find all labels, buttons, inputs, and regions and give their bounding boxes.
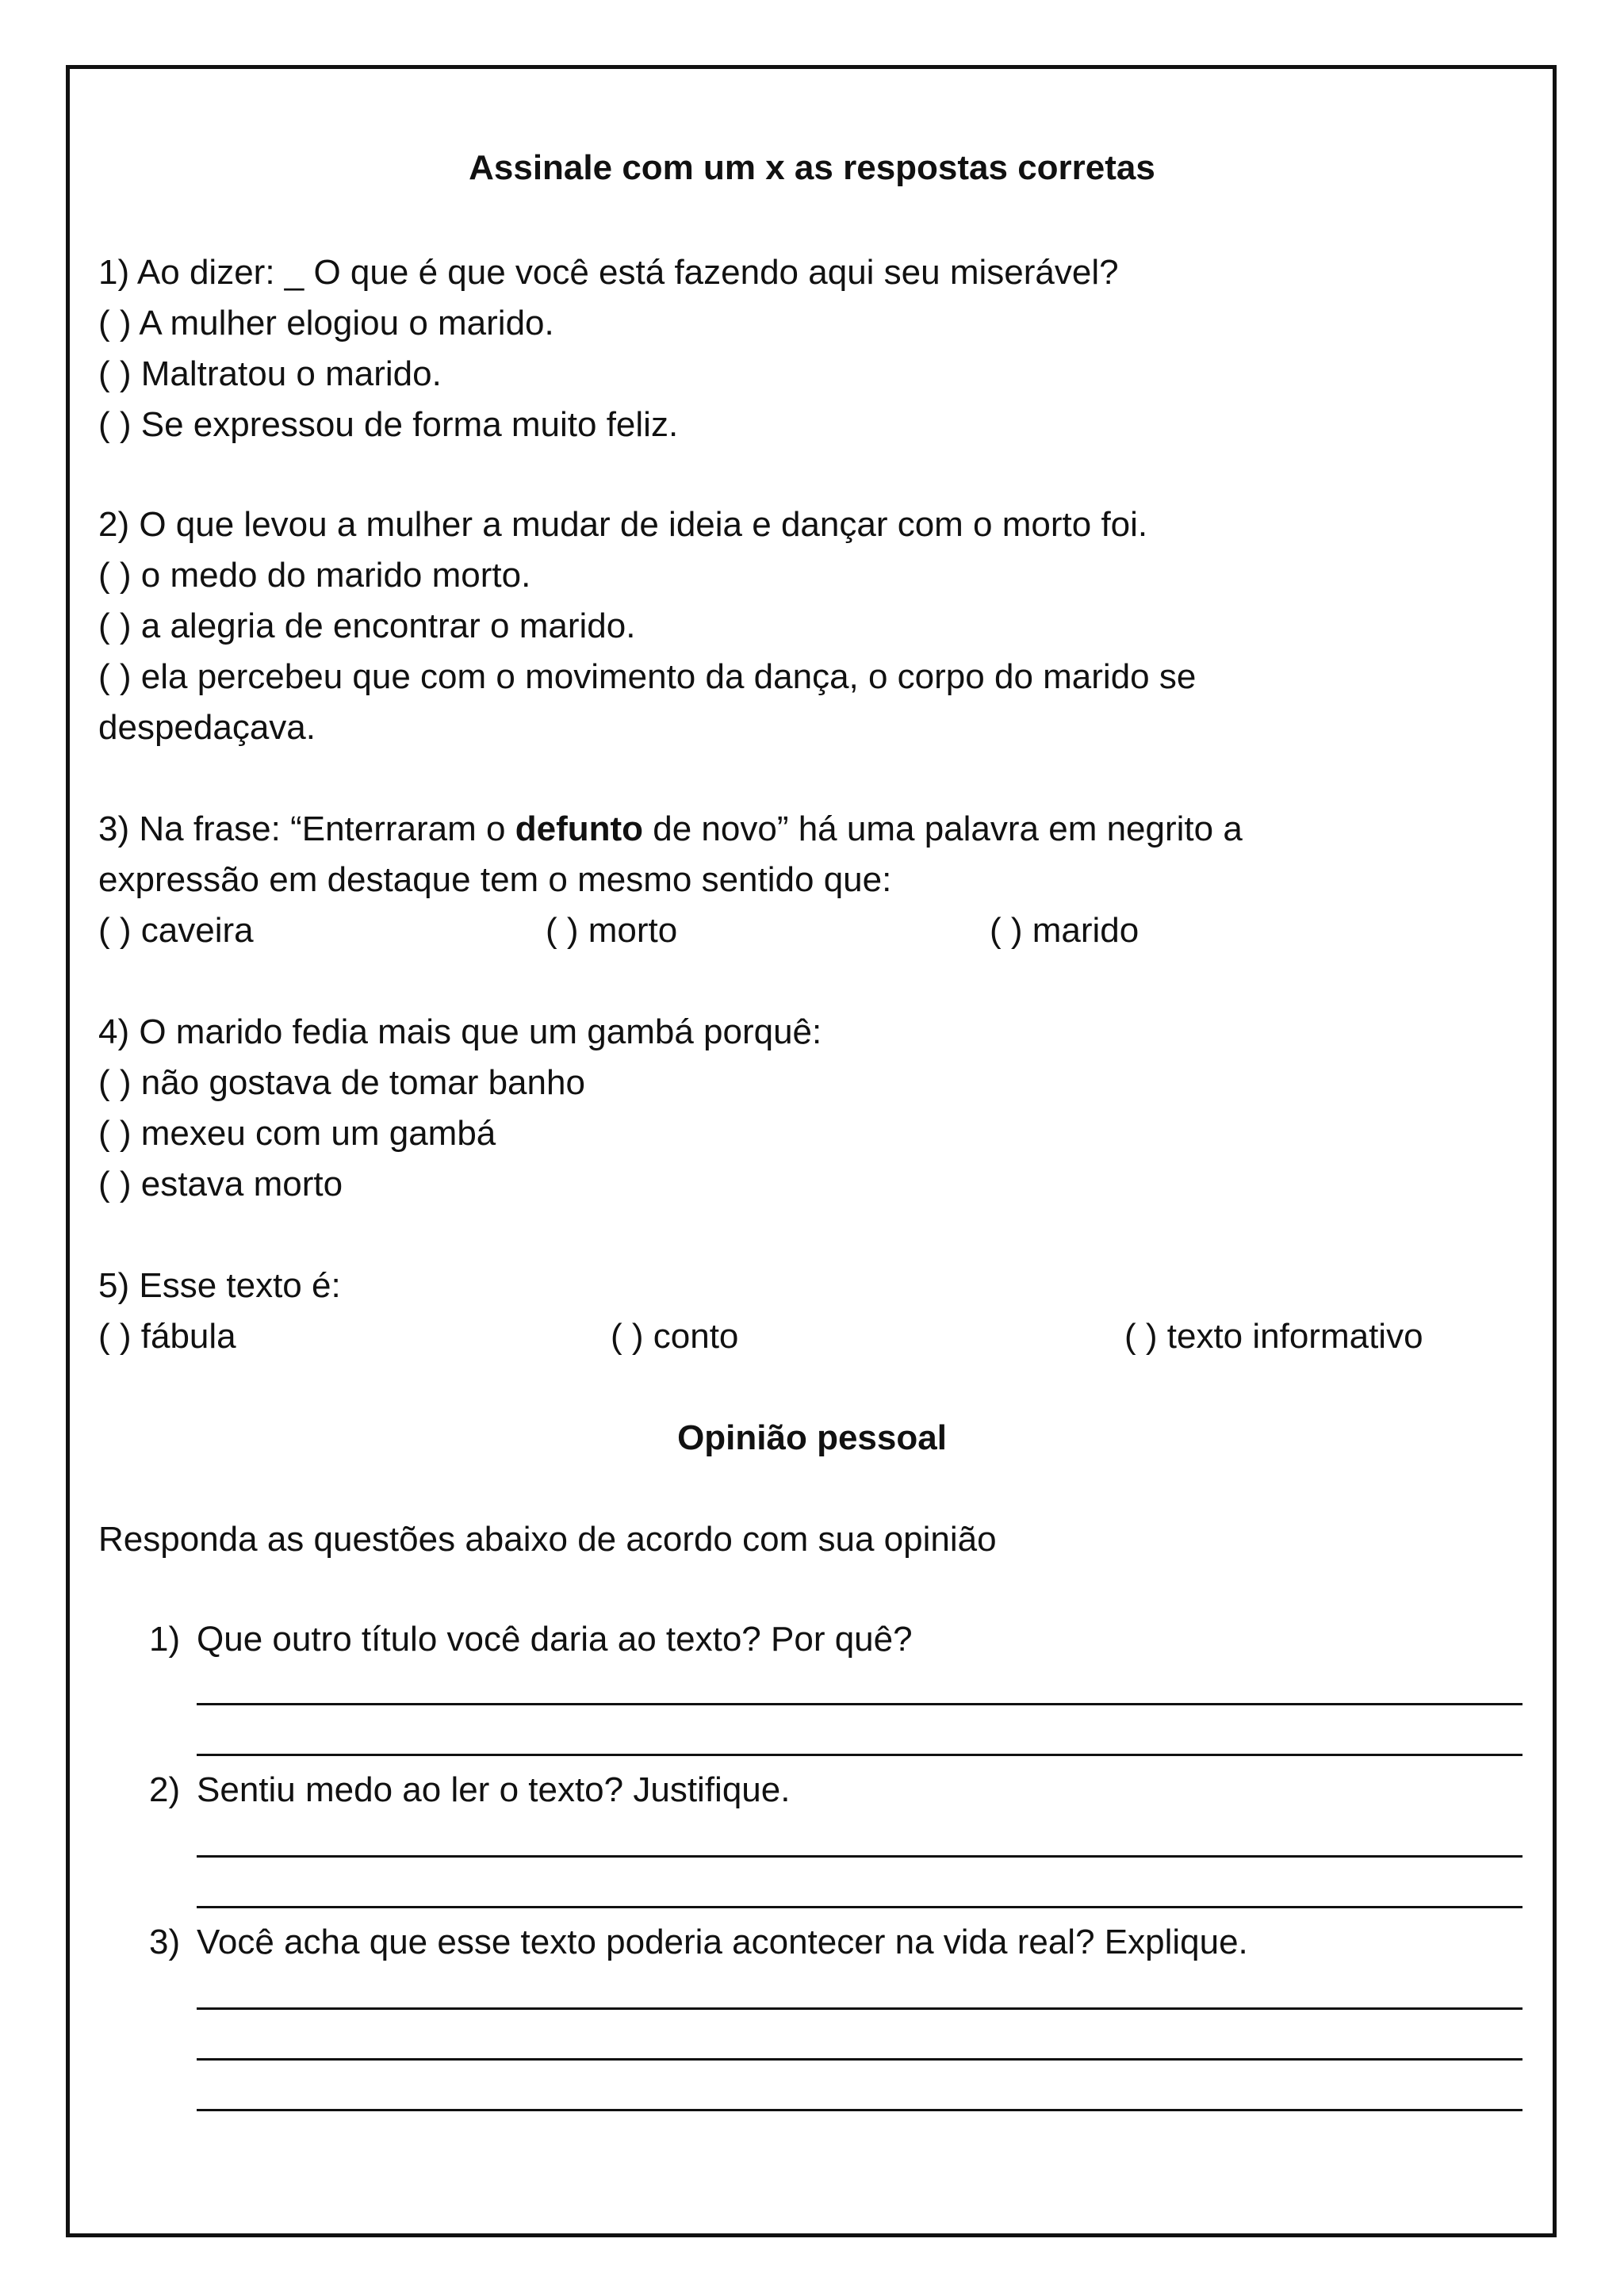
question-3-option-b[interactable]: ( ) morto [546, 911, 678, 950]
question-2-prompt: 2) O que levou a mulher a mudar de ideia e dançar com o morto foi. [98, 505, 1148, 544]
question-4-prompt: 4) O marido fedia mais que um gambá porquê: [98, 1012, 822, 1051]
question-3-prompt-line2: expressão em destaque tem o mesmo sentido que: [98, 860, 892, 899]
question-4-option-a[interactable]: ( ) não gostava de tomar banho [98, 1063, 585, 1102]
opinion-question-2-text: Sentiu medo ao ler o texto? Justifique. [197, 1770, 791, 1809]
question-3-prompt [98, 807, 1243, 851]
question-2-option-a[interactable]: ( ) o medo do marido morto. [98, 556, 531, 595]
question-3-option-c[interactable]: ( ) marido [990, 911, 1139, 950]
question-5-prompt: 5) Esse texto é: [98, 1266, 341, 1305]
opinion-section-title: Opinião pessoal [677, 1418, 947, 1457]
section-title: Assinale com um x as respostas corretas [469, 148, 1155, 187]
question-1-option-a[interactable]: ( ) A mulher elogiou o marido. [98, 304, 554, 342]
opinion-question-1-number: 1) [149, 1620, 181, 1659]
answer-line[interactable] [197, 1703, 1522, 1705]
opinion-question-1-text: Que outro título você daria ao texto? Por quê? [197, 1620, 913, 1659]
opinion-question-2-number: 2) [149, 1770, 181, 1809]
answer-line[interactable] [197, 1754, 1522, 1756]
question-1-prompt: 1) Ao dizer: _ O que é que você está fazendo aqui seu miserável? [98, 253, 1119, 292]
answer-line[interactable] [197, 2109, 1522, 2111]
question-4-option-c[interactable]: ( ) estava morto [98, 1165, 343, 1203]
answer-line[interactable] [197, 1855, 1522, 1858]
question-3-bold-word: defunto [515, 809, 644, 848]
question-5-option-c[interactable]: ( ) texto informativo [1124, 1317, 1423, 1356]
opinion-question-3-number: 3) [149, 1923, 181, 1961]
question-5-option-a[interactable]: ( ) fábula [98, 1317, 236, 1356]
opinion-question-3-text: Você acha que esse texto poderia acontecer na vida real? Explique. [197, 1923, 1248, 1961]
question-3-option-a[interactable]: ( ) caveira [98, 911, 254, 950]
opinion-instruction: Responda as questões abaixo de acordo com sua opinião [98, 1520, 997, 1559]
question-2-option-c-continuation: despedaçava. [98, 708, 316, 747]
question-5-option-b[interactable]: ( ) conto [611, 1317, 739, 1356]
answer-line[interactable] [197, 2007, 1522, 2010]
question-3-prompt-start: 3) Na frase: “Enterraram o [98, 809, 515, 848]
question-1-option-b[interactable]: ( ) Maltratou o marido. [98, 354, 442, 393]
question-3-prompt-end: de novo” há uma palavra em negrito a [643, 809, 1243, 848]
answer-line[interactable] [197, 2058, 1522, 2061]
question-2-option-b[interactable]: ( ) a alegria de encontrar o marido. [98, 607, 636, 645]
question-4-option-b[interactable]: ( ) mexeu com um gambá [98, 1114, 496, 1153]
question-1-option-c[interactable]: ( ) Se expressou de forma muito feliz. [98, 405, 679, 444]
question-2-option-c[interactable]: ( ) ela percebeu que com o movimento da dança, o corpo do marido se [98, 657, 1197, 696]
answer-line[interactable] [197, 1906, 1522, 1908]
